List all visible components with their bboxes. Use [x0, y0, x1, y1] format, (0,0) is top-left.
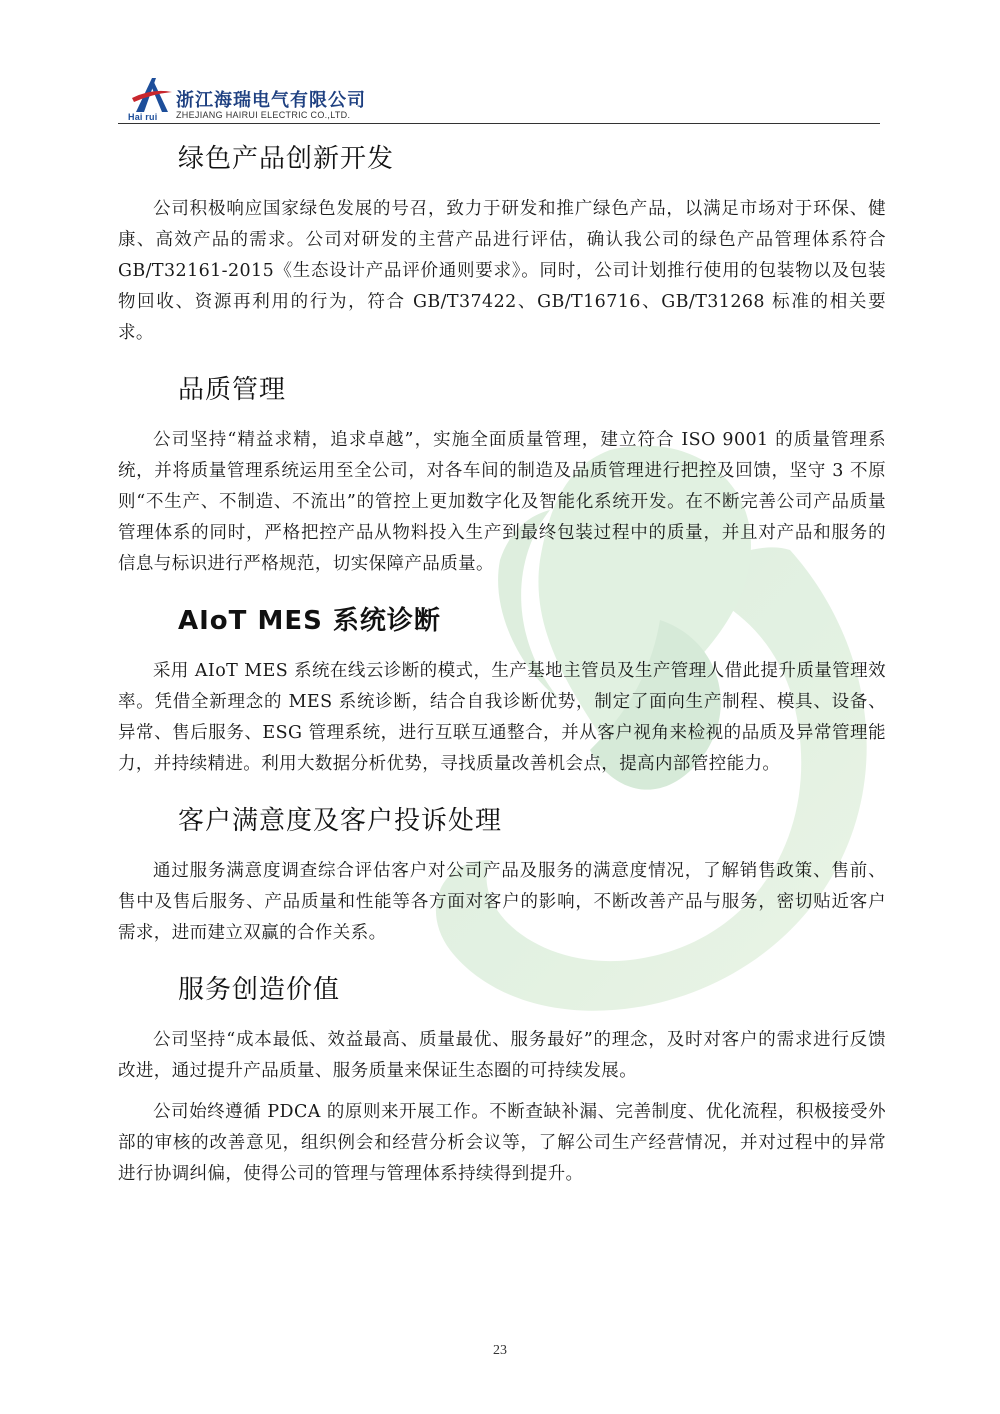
section-title-customer-satisfaction: 客户满意度及客户投诉处理 — [178, 806, 503, 836]
company-name-cn: 浙江海瑞电气有限公司 — [176, 90, 366, 111]
page-header — [118, 68, 880, 124]
paragraph-service-value-2: 公司始终遵循 PDCA 的原则来开展工作。不断查缺补漏、完善制度、优化流程，积极接受外部的审核的改善意见，组织例会和经营分析会议等，了解公司生产经营情况，并对过程中的异常进行协调纠偏，使得公司的管理与管理体系持续得到提升。 — [118, 1102, 886, 1184]
section-title-green-products: 绿色产品创新开发 — [178, 144, 395, 174]
page-number: 23 — [493, 1343, 507, 1358]
paragraph-quality-management: 公司坚持“精益求精，追求卓越”，实施全面质量管理，建立符合 ISO 9001 的质量管理系统，并将质量管理系统运用至全公司，对各车间的制造及品质管理进行把控及回馈，坚守 3 不原则“不生产、不制造、不流出”的管控上更加数字化及智能化系统开发。在不断完善公司产品质量管理体系的同时，严格把控产品从物料投入生产到最终包装过程中的质量，并且对产品和服务的信息与标识进行严格规范，切实保障产品质量。 — [118, 430, 886, 574]
page-content — [118, 132, 886, 1190]
section-title-aiot-mes: AIoT MES 系统诊断 — [178, 606, 441, 636]
company-name-en: ZHEJIANG HAIRUI ELECTRIC CO.,LTD. — [176, 110, 351, 120]
paragraph-customer-satisfaction: 通过服务满意度调查综合评估客户对公司产品及服务的满意度情况，了解销售政策、售前、售中及售后服务、产品质量和性能等各方面对客户的影响，不断改善产品与服务，密切贴近客户需求，进而建立双赢的合作关系。 — [118, 861, 886, 943]
section-title-service-value: 服务创造价值 — [178, 975, 341, 1005]
logo-text: Hai rui — [128, 112, 158, 122]
section-title-quality-management: 品质管理 — [178, 375, 287, 405]
paragraph-green-products: 公司积极响应国家绿色发展的号召，致力于研发和推广绿色产品，以满足市场对于环保、健康、高效产品的需求。公司对研发的主营产品进行评估，确认我公司的绿色产品管理体系符合 GB/T32161-2015《生态设计产品评价通则要求》。同时，公司计划推行使用的包装物以及包装物回收、资源再利用的行为，符合 GB/T37422、GB/T16716、GB/T31268 标准的相关要求。 — [118, 199, 886, 343]
paragraph-aiot-mes: 采用 AIoT MES 系统在线云诊断的模式，生产基地主管员及生产管理人借此提升质量管理效率。凭借全新理念的 MES 系统诊断，结合自我诊断优势，制定了面向生产制程、模具、设备、异常、售后服务、ESG 管理系统，进行互联互通整合，并从客户视角来检视的品质及异常管理能力，并持续精进。利用大数据分析优势，寻找质量改善机会点，提高内部管控能力。 — [118, 661, 886, 774]
header-divider — [118, 123, 880, 124]
paragraph-service-value-1: 公司坚持“成本最低、效益最高、质量最优、服务最好”的理念，及时对客户的需求进行反馈改进，通过提升产品质量、服务质量来保证生态圈的可持续发展。 — [118, 1030, 886, 1081]
